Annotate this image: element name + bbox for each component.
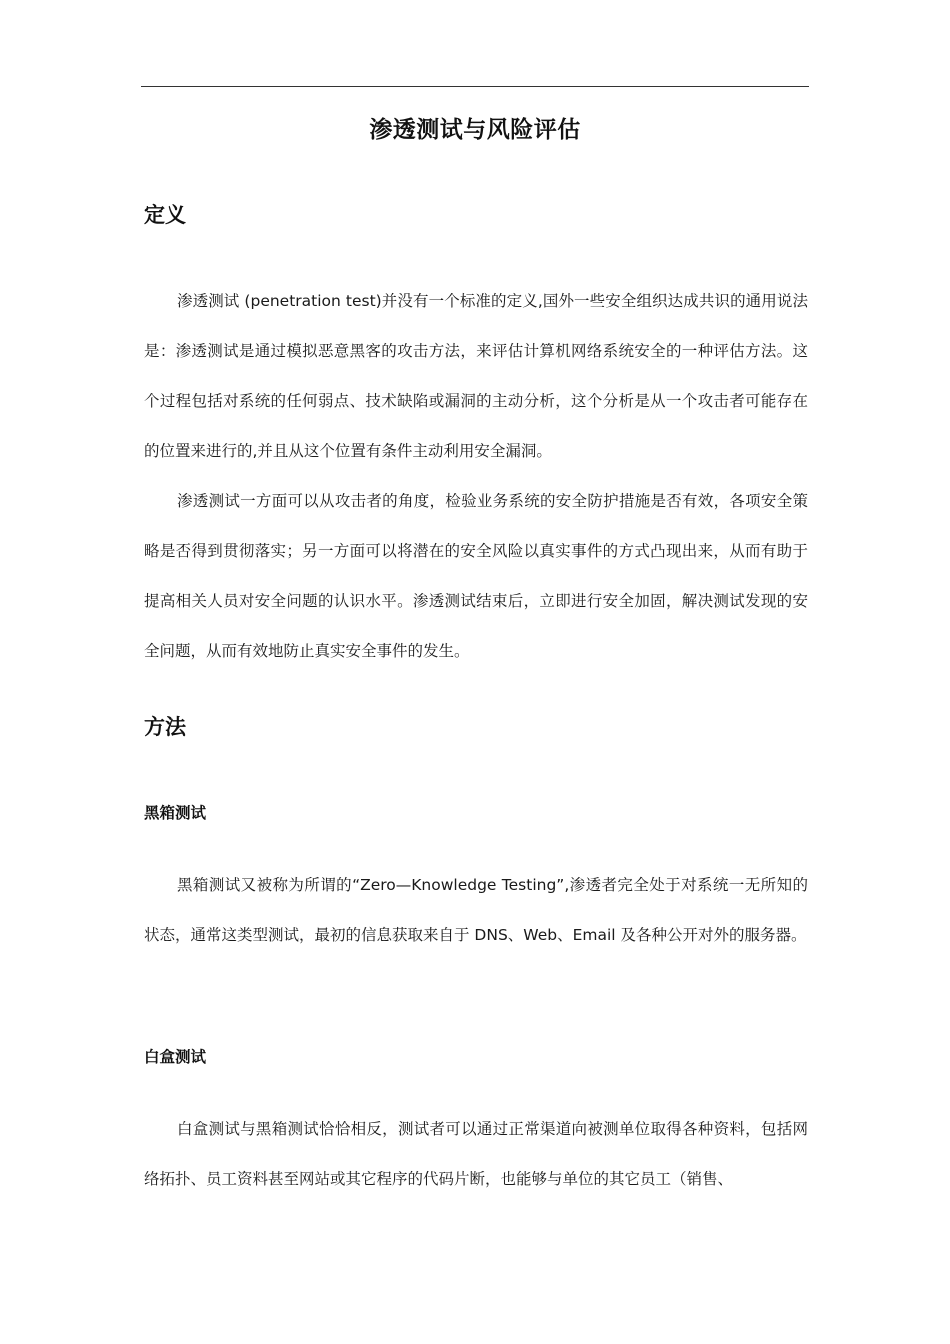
whitebox-paragraph: 白盒测试与黑箱测试恰恰相反，测试者可以通过正常渠道向被测单位取得各种资料，包括网络拓扑、员工资料甚至网站或其它程序的代码片断，也能够与单位的其它员工（销售、 xyxy=(144,1120,808,1188)
blackbox-paragraph: 黑箱测试又被称为所谓的“Zero—Knowledge Testing”,渗透者完全处于对系统一无所知的状态，通常这类型测试，最初的信息获取来自于 DNS、Web、Email 及各种公开对外的服务器。 xyxy=(144,876,808,944)
subsection-heading-whitebox: 白盒测试 xyxy=(144,1048,207,1066)
definition-paragraph-1: 渗透测试 (penetration test)并没有一个标准的定义,国外一些安全组织达成共识的通用说法是：渗透测试是通过模拟恶意黑客的攻击方法，来评估计算机网络系统安全的一种评估方法。这个过程包括对系统的任何弱点、技术缺陷或漏洞的主动分析，这个分析是从一个攻击者可能存在的位置来进行的,并且从这个位置有条件主动利用安全漏洞。 xyxy=(144,292,808,460)
subsection-heading-blackbox: 黑箱测试 xyxy=(144,804,207,822)
definition-paragraph-2: 渗透测试一方面可以从攻击者的角度，检验业务系统的安全防护措施是否有效，各项安全策略是否得到贯彻落实；另一方面可以将潜在的安全风险以真实事件的方式凸现出来，从而有助于提高相关人员对安全问题的认识水平。渗透测试结束后，立即进行安全加固，解决测试发现的安全问题，从而有效地防止真实安全事件的发生。 xyxy=(144,492,808,660)
section-heading-definition: 定义 xyxy=(144,203,186,227)
section-heading-methods: 方法 xyxy=(144,715,186,739)
header-rule xyxy=(141,86,809,87)
document-title: 渗透测试与风险评估 xyxy=(369,117,581,143)
